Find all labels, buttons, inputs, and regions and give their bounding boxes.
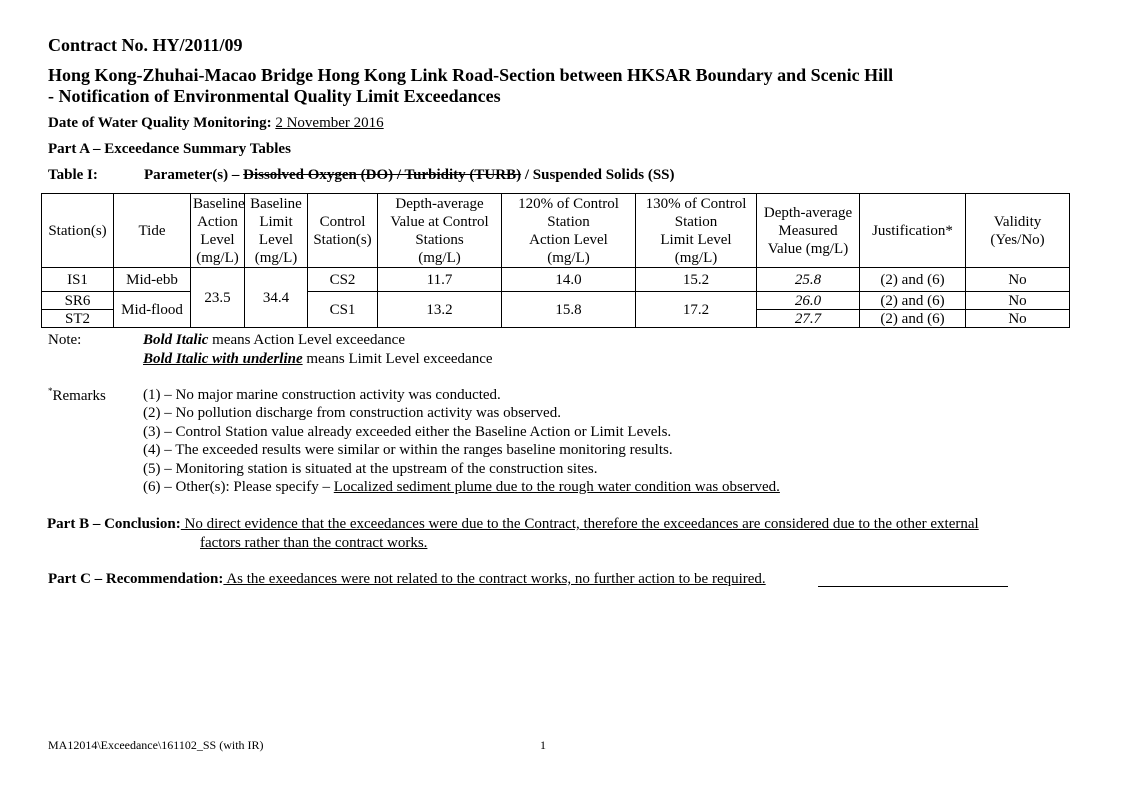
part-c-text: As the exeedances were not related to the contract works, no further action to be required. [223,571,766,587]
validity-cell: No [966,310,1070,328]
note-line-2-emphasis: Bold Italic with underline [143,351,303,367]
tide-cell: Mid-ebb [114,268,191,292]
baseline-action-cell: 23.5 [191,268,245,328]
control-value-cell: 13.2 [378,292,502,328]
remark-6-prefix: (6) – Other(s): Please specify – [143,479,334,495]
validity-cell: No [966,268,1070,292]
note-label: Note: [48,332,82,348]
part-b-text-line-2: factors rather than the contract works. [200,535,428,551]
control-station-cell: CS2 [308,268,378,292]
control-station-cell: CS1 [308,292,378,328]
remark-item: (2) – No pollution discharge from construction activity was observed. [143,405,561,421]
header-station: Station(s) [42,194,114,268]
part-a-heading: Part A – Exceedance Summary Tables [48,141,291,157]
remarks-label-text: Remarks [52,388,106,404]
header-120-percent-action: 120% of Control Station Action Level (mg/L) [502,194,636,268]
part-b-conclusion [47,516,979,533]
header-control-station: Control Station(s) [308,194,378,268]
contract-number: Contract No. HY/2011/09 [48,35,243,55]
action-120-cell: 15.8 [502,292,636,328]
document-title-line-1: Hong Kong-Zhuhai-Macao Bridge Hong Kong Link Road-Section between HKSAR Boundary and Scenic Hill [48,65,894,85]
justification-cell: (2) and (6) [860,292,966,310]
note-line-1-emphasis: Bold Italic [143,332,209,348]
header-measured-value: Depth-average Measured Value (mg/L) [757,194,860,268]
note-line-1 [143,332,405,349]
header-130-percent-limit: 130% of Control Station Limit Level (mg/L) [636,194,757,268]
parameter-suffix: / Suspended Solids (SS) [521,167,675,183]
justification-cell: (2) and (6) [860,268,966,292]
header-baseline-limit: Baseline Limit Level (mg/L) [245,194,308,268]
limit-130-cell: 15.2 [636,268,757,292]
monitoring-date-label: Date of Water Quality Monitoring: [48,115,272,131]
header-baseline-action: Baseline Action Level (mg/L) [191,194,245,268]
table-header-row [42,194,1070,268]
table-label: Table I: [48,167,98,183]
tide-cell: Mid-flood [114,292,191,328]
limit-130-cell: 17.2 [636,292,757,328]
measured-value-cell: 26.0 [757,292,860,310]
parameter-prefix: Parameter(s) – [144,167,244,183]
page-number: 1 [540,738,546,752]
monitoring-date-value: 2 November 2016 [275,115,384,131]
footer-file-path: MA12014\Exceedance\161102_SS (with IR) [48,738,264,752]
monitoring-date [48,115,384,132]
remark-item: (3) – Control Station value already exceeded either the Baseline Action or Limit Levels. [143,424,672,440]
action-120-cell: 14.0 [502,268,636,292]
remark-6-specify: Localized sediment plume due to the rough water condition was observed. [333,479,780,495]
part-c-recommendation [48,571,766,588]
part-c-underline-fill [818,586,1008,587]
baseline-limit-cell: 34.4 [245,268,308,328]
station-cell: SR6 [42,292,114,310]
header-depth-average-control: Depth-average Value at Control Stations (mg/L) [378,194,502,268]
remarks-label [48,386,106,405]
part-c-label: Part C – Recommendation: [48,571,224,587]
part-b-label: Part B – Conclusion: [47,516,181,532]
justification-cell: (2) and (6) [860,310,966,328]
remark-item-6 [143,479,780,496]
measured-value-cell: 27.7 [757,310,860,328]
station-cell: IS1 [42,268,114,292]
station-cell: ST2 [42,310,114,328]
document-title-line-2: - Notification of Environmental Quality Limit Exceedances [48,86,501,106]
remark-item: (4) – The exceeded results were similar or within the ranges baseline monitoring results. [143,442,673,458]
header-justification: Justification* [860,194,966,268]
control-value-cell: 11.7 [378,268,502,292]
table-row [42,268,1070,292]
exceedance-table [41,193,1070,328]
note-line-2 [143,351,493,368]
validity-cell: No [966,292,1070,310]
note-line-1-text: means Action Level exceedance [208,332,405,348]
header-validity: Validity (Yes/No) [966,194,1070,268]
measured-value-cell: 25.8 [757,268,860,292]
header-tide: Tide [114,194,191,268]
parameter-struck: Dissolved Oxygen (DO) / Turbidity (TURB) [243,167,522,183]
remark-item: (1) – No major marine construction activity was conducted. [143,387,501,403]
remarks-asterisk: * [48,386,53,396]
parameter-line [144,167,675,184]
remark-item: (5) – Monitoring station is situated at the upstream of the construction sites. [143,461,598,477]
part-b-text-line-1: No direct evidence that the exceedances were due to the Contract, therefore the exceedances are considered due to the other external [180,516,979,532]
note-line-2-text: means Limit Level exceedance [302,351,493,367]
